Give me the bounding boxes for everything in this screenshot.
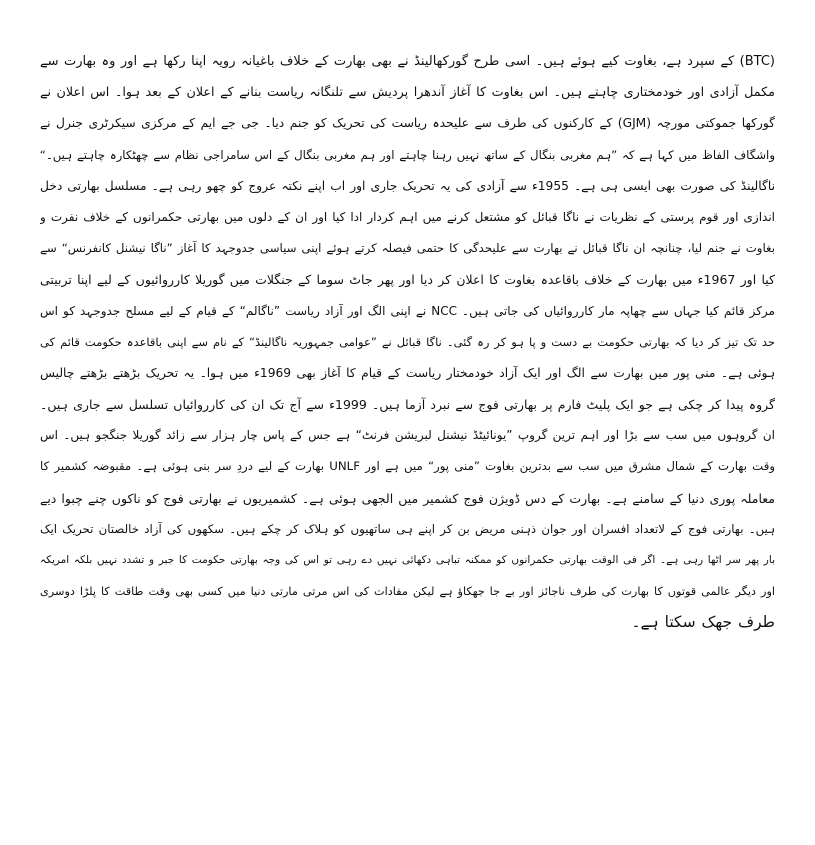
text-line: طرف جھک سکتا ہے۔	[631, 613, 775, 632]
text-line: معاملہ پوری دنیا کے سامنے ہے۔ بھارت کے دس ڈویژن فوج کشمیر میں الجھی ہوئی ہے۔ کشمیریوں نے بھارتی فوج کو ناکوں چنے چبوا دیے	[40, 490, 775, 506]
text-line: بغاوت نے جنم لیا، چنانچہ ان ناگا قبائل نے بھارت سے علیحدگی کا حتمی فیصلہ کرتے ہوئے اپنی سیاسی جدوجہد کا آغاز ”ناگا نیشنل کانفرنس“ سے	[40, 241, 775, 256]
text-line: اور دیگر عالمی قوتوں کا بھارت کی طرف ناجائز اور بے جا جھکاؤ ہے لیکن مفادات کی اس مرتی مارتی دنیا میں کسی بھی وقت طاقت کا پلڑا دوسری	[40, 585, 775, 599]
text-line: واشگاف الفاظ میں کہا ہے کہ ”ہم مغربی بنگال کے ساتھ نہیں رہنا چاہتے اور ہم مغربی بنگال کے اس سامراجی نظام سے چھٹکارہ چاہتے ہیں۔“	[40, 147, 775, 162]
text-line: مرکز قائم کیا جہاں سے چھاپہ مار کارروائیاں کی جاتی ہیں۔ NCC نے اپنی الگ اور آزاد ریاست ”ناگالم“ کے قیام کے لیے مسلح جدوجہد کو اس	[40, 303, 775, 318]
text-line: ہیں۔ بھارتی فوج کے لاتعداد افسران اور جوان ذہنی مریض بن کر اپنے ہی ساتھیوں کو ہلاک کر چکے ہیں۔ سکھوں کی آزاد خالصتان تحریک ایک	[40, 521, 775, 536]
text-line: بار پھر سر اٹھا رہی ہے۔ اگر فی الوقت بھارتی حکمرانوں کو ممکنہ تباہی دکھائی نہیں دے رہی تو اس کی وجہ بھارتی حکومت کا جبر و تشدد نہیں بلکہ امریکہ	[40, 554, 775, 566]
text-line: کیا اور 1967ء میں بھارت کے خلاف باقاعدہ بغاوت کا اعلان کر دیا اور پھر جاٹ سوما کے جنگلات میں گوریلا کارروائیوں کے لیے اپنا تربیتی	[40, 272, 775, 288]
text-line: گروہ پیدا کر چکی ہے جو ایک پلیٹ فارم پر بھارتی فوج سے نبرد آزما ہیں۔ 1999ء سے آج تک ان کی کارروائیاں تسلسل سے جاری ہیں۔	[40, 397, 775, 413]
text-line: گورکھا جموکتی مورچہ (GJM) کے کارکنوں کی طرف سے علیحدہ ریاست کی تحریک کو جنم دیا۔ جی جے ایم کے مرکزی سیکرٹری جنرل نے	[40, 116, 775, 131]
text-line: وقت بھارت کے شمال مشرق میں سب سے بدترین بغاوت ”منی پور“ میں ہے اور UNLF بھارت کے لیے دردِ سر بنی ہوئی ہے۔ مقبوضہ کشمیر کا	[40, 459, 775, 474]
body-text	[40, 46, 775, 639]
text-line: ان گروہوں میں سب سے بڑا اور اہم ترین گروپ ”یونائیٹڈ نیشنل لبریشن فرنٹ“ ہے جس کے پاس چار ہزار سے زائد گوریلا جنگجو ہیں۔ اس	[40, 428, 775, 443]
text-line: مکمل آزادی اور خودمختاری چاہتے ہیں۔ اس بغاوت کا آغاز آندھرا پردیش سے تلنگانہ ریاست بنانے کے اعلان کے بعد ہوا۔ اس اعلان نے	[40, 85, 775, 101]
text-line: اندازی اور قوم پرستی کے نظریات نے ناگا قبائل کو مشتعل کرنے میں اہم کردار ادا کیا اور ان کے دلوں میں بھارتی حکمرانوں کے خلاف نفرت و	[40, 209, 775, 224]
text-line: ہوئی ہے۔ منی پور میں بھارت سے الگ اور ایک آزاد خودمختار ریاست کے قیام کا آغاز بھی 1969ء میں ہوا۔ یہ تحریک بڑھتے بڑھتے چالیس	[40, 365, 775, 380]
text-line: حد تک تیز کر دیا کہ بھارتی حکومت بے دست و پا ہو کر رہ گئی۔ ناگا قبائل نے ”عوامی جمہوریہ ناگالینڈ“ کے نام سے اپنی باقاعدہ حکومت قائم کی	[40, 334, 775, 349]
text-line: ناگالینڈ کی صورت بھی ایسی ہی ہے۔ 1955ء سے آزادی کی یہ تحریک جاری اور اب اپنے نکتہ عروج کو چھو رہی ہے۔ مسلسل بھارتی دخل	[40, 178, 775, 193]
text-line: (BTC) کے سپرد ہے، بغاوت کیے ہوئے ہیں۔ اسی طرح گورکھالینڈ نے بھی بھارت کے خلاف باغیانہ رویہ اپنا رکھا ہے اور وہ بھارت سے	[40, 54, 775, 69]
